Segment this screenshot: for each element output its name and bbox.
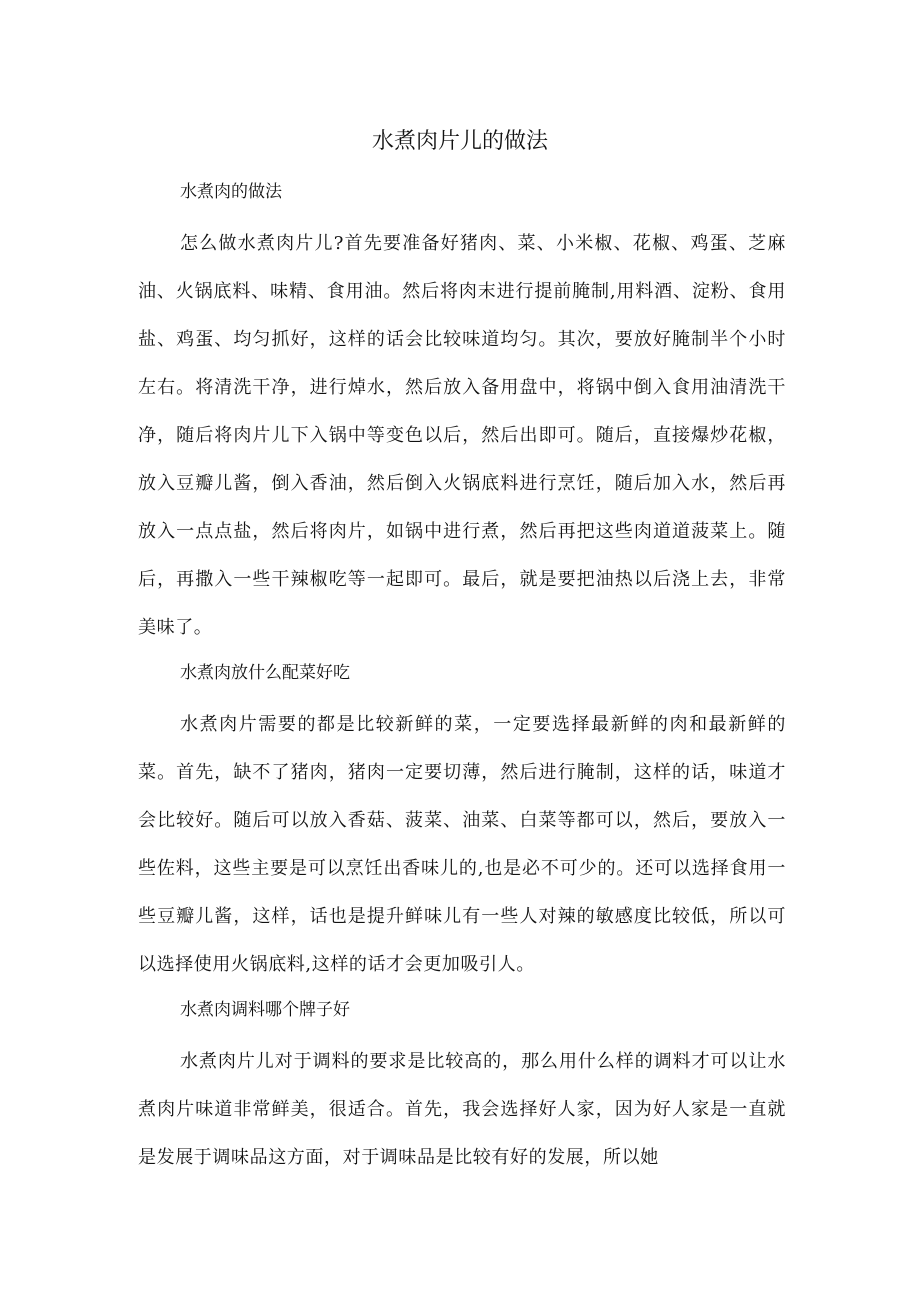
section-paragraph: 怎么做水煮肉片儿?首先要准备好猪肉、菜、小米椒、花椒、鸡蛋、芝麻油、火锅底料、味精、食用油。然后将肉末进行提前腌制,用料酒、淀粉、食用盐、鸡蛋、均匀抓好，这样的话会比较味道均匀。其次，要放好腌制半个小时左右。将清洗干净，进行焯水，然后放入备用盘中，将锅中倒入食用油清洗干净，随后将肉片儿下入锅中等变色以后，然后出即可。随后，直接爆炒花椒，放入豆瓣儿酱，倒入香油，然后倒入火锅底料进行烹饪，随后加入水，然后再放入一点点盐，然后将肉片，如锅中进行煮，然后再把这些肉道道菠菜上。随后，再撒入一些干辣椒吃等一起即可。最后，就是要把油热以后浇上去，非常美味了。: [138, 233, 786, 638]
section-heading: 水煮肉调料哪个牌子好: [180, 1000, 350, 1020]
section-heading: 水煮肉的做法: [180, 182, 282, 202]
section-paragraph: 水煮肉片儿对于调料的要求是比较高的，那么用什么样的调料才可以让水煮肉片味道非常鲜美，很适合。首先，我会选择好人家，因为好人家是一直就是发展于调味品这方面，对于调味品是比较有好的发展，所以她: [138, 1051, 786, 1168]
document-title: 水煮肉片儿的做法: [371, 129, 548, 154]
section-heading: 水煮肉放什么配菜好吃: [180, 663, 350, 683]
section-paragraph: 水煮肉片需要的都是比较新鲜的菜，一定要选择最新鲜的肉和最新鲜的菜。首先，缺不了猪肉，猪肉一定要切薄，然后进行腌制，这样的话，味道才会比较好。随后可以放入香菇、菠菜、油菜、白菜等都可以，然后，要放入一些佐料，这些主要是可以烹饪出香味儿的,也是必不可少的。还可以选择食用一些豆瓣儿酱，这样，话也是提升鲜味儿有一些人对辣的敏感度比较低，所以可以选择使用火锅底料,这样的话才会更加吸引人。: [138, 714, 786, 975]
document-body: [138, 175, 786, 1186]
